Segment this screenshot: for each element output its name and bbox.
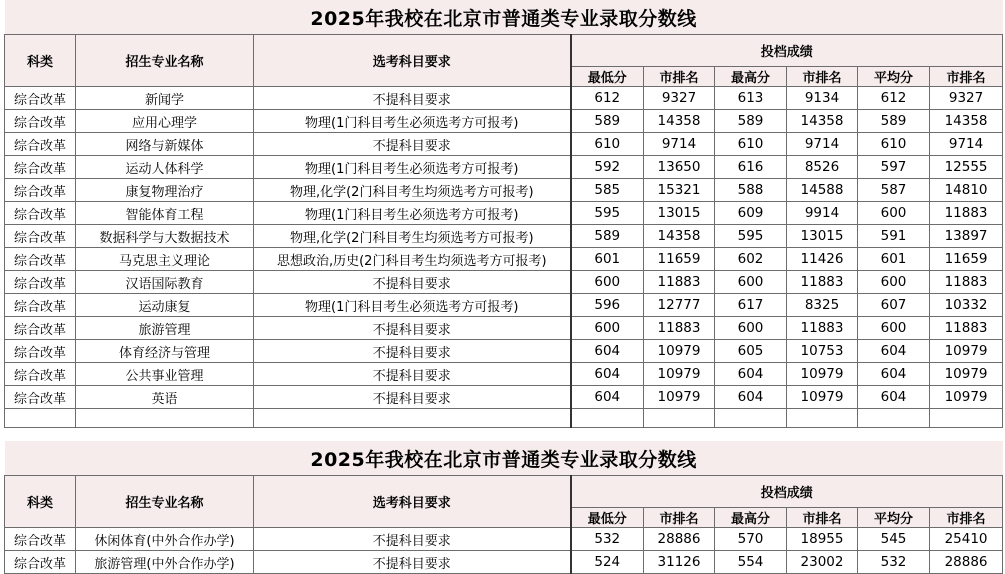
min-rank-cell: 10979 [644,363,715,386]
category-cell: 综合改革 [5,225,76,248]
max-rank-cell: 8325 [787,294,858,317]
header-rank1: 市排名 [644,67,715,87]
max-rank-cell: 11426 [787,248,858,271]
category-cell: 综合改革 [5,202,76,225]
header-rank2: 市排名 [787,67,858,87]
empty-cell [76,409,254,428]
max-score-cell: 609 [715,202,787,225]
min-score-cell: 596 [571,294,644,317]
header-max: 最高分 [715,508,787,528]
table-row [5,110,1003,133]
major-cell: 旅游管理 [76,317,254,340]
avg-score-cell: 600 [858,271,930,294]
avg-score-cell: 589 [858,110,930,133]
avg-rank-cell: 10979 [930,386,1003,409]
subjects-cell: 不提科目要求 [254,317,571,340]
category-cell: 综合改革 [5,156,76,179]
empty-cell [254,409,571,428]
min-rank-cell: 13015 [644,202,715,225]
category-cell: 综合改革 [5,340,76,363]
max-rank-cell: 18955 [787,528,858,551]
max-score-cell: 588 [715,179,787,202]
min-rank-cell: 10979 [644,386,715,409]
min-score-cell: 585 [571,179,644,202]
subjects-cell: 思想政治,历史(2门科目考生均须选考方可报考) [254,248,571,271]
max-score-cell: 613 [715,87,787,110]
max-rank-cell: 9914 [787,202,858,225]
min-score-cell: 600 [571,271,644,294]
subjects-cell: 不提科目要求 [254,528,571,551]
subjects-cell: 不提科目要求 [254,551,571,574]
category-cell: 综合改革 [5,271,76,294]
min-rank-cell: 14358 [644,225,715,248]
category-cell: 综合改革 [5,551,76,574]
avg-score-cell: 591 [858,225,930,248]
major-cell: 体育经济与管理 [76,340,254,363]
major-cell: 休闲体育(中外合作办学) [76,528,254,551]
empty-cell [571,409,644,428]
subjects-cell: 物理,化学(2门科目考生均须选考方可报考) [254,225,571,248]
empty-row [5,409,1003,428]
major-cell: 汉语国际教育 [76,271,254,294]
min-score-cell: 612 [571,87,644,110]
avg-rank-cell: 11659 [930,248,1003,271]
max-score-cell: 589 [715,110,787,133]
empty-cell [644,409,715,428]
major-cell: 新闻学 [76,87,254,110]
min-rank-cell: 9327 [644,87,715,110]
min-score-cell: 532 [571,528,644,551]
min-rank-cell: 10979 [644,340,715,363]
subjects-cell: 物理,化学(2门科目考生均须选考方可报考) [254,179,571,202]
avg-score-cell: 604 [858,363,930,386]
max-rank-cell: 23002 [787,551,858,574]
min-score-cell: 610 [571,133,644,156]
min-rank-cell: 13650 [644,156,715,179]
table-row [5,340,1003,363]
min-rank-cell: 14358 [644,110,715,133]
header-subjects: 选考科目要求 [254,476,571,528]
table-row [5,386,1003,409]
avg-rank-cell: 13897 [930,225,1003,248]
max-rank-cell: 11883 [787,317,858,340]
avg-rank-cell: 9714 [930,133,1003,156]
header-rank3: 市排名 [930,508,1003,528]
section-title-row [5,441,1003,476]
major-cell: 数据科学与大数据技术 [76,225,254,248]
category-cell: 综合改革 [5,528,76,551]
avg-score-cell: 604 [858,340,930,363]
max-score-cell: 616 [715,156,787,179]
section-title: 2025年我校在北京市普通类专业录取分数线 [5,0,1003,35]
avg-score-cell: 600 [858,202,930,225]
subjects-cell: 物理(1门科目考生必须选考方可报考) [254,156,571,179]
major-cell: 旅游管理(中外合作办学) [76,551,254,574]
max-rank-cell: 10979 [787,386,858,409]
max-score-cell: 605 [715,340,787,363]
empty-cell [5,409,76,428]
major-cell: 网络与新媒体 [76,133,254,156]
avg-score-cell: 612 [858,87,930,110]
avg-score-cell: 604 [858,386,930,409]
header-min: 最低分 [571,67,644,87]
major-cell: 英语 [76,386,254,409]
avg-rank-cell: 28886 [930,551,1003,574]
subjects-cell: 不提科目要求 [254,271,571,294]
category-cell: 综合改革 [5,133,76,156]
avg-score-cell: 597 [858,156,930,179]
subjects-cell: 不提科目要求 [254,340,571,363]
avg-score-cell: 587 [858,179,930,202]
min-rank-cell: 12777 [644,294,715,317]
avg-rank-cell: 10979 [930,340,1003,363]
header-rank3: 市排名 [930,67,1003,87]
header-row [5,476,1003,508]
max-score-cell: 595 [715,225,787,248]
major-cell: 应用心理学 [76,110,254,133]
section-title-row [5,0,1003,35]
header-avg: 平均分 [858,508,930,528]
subjects-cell: 物理(1门科目考生必须选考方可报考) [254,202,571,225]
min-score-cell: 600 [571,317,644,340]
header-row [5,35,1003,67]
min-rank-cell: 31126 [644,551,715,574]
empty-cell [930,409,1003,428]
header-rank1: 市排名 [644,508,715,528]
avg-score-cell: 600 [858,317,930,340]
subjects-cell: 物理(1门科目考生必须选考方可报考) [254,110,571,133]
table-row [5,156,1003,179]
major-cell: 康复物理治疗 [76,179,254,202]
min-score-cell: 589 [571,225,644,248]
table-row [5,202,1003,225]
min-score-cell: 601 [571,248,644,271]
min-rank-cell: 11883 [644,317,715,340]
header-major: 招生专业名称 [76,35,254,87]
max-rank-cell: 8526 [787,156,858,179]
avg-rank-cell: 14358 [930,110,1003,133]
min-score-cell: 604 [571,363,644,386]
min-rank-cell: 11883 [644,271,715,294]
category-cell: 综合改革 [5,294,76,317]
avg-score-cell: 532 [858,551,930,574]
category-cell: 综合改革 [5,317,76,340]
table-row [5,271,1003,294]
max-rank-cell: 13015 [787,225,858,248]
gap-cell [5,428,1003,442]
max-score-cell: 600 [715,271,787,294]
category-cell: 综合改革 [5,363,76,386]
max-rank-cell: 10979 [787,363,858,386]
subjects-cell: 不提科目要求 [254,363,571,386]
table-row [5,363,1003,386]
subjects-cell: 不提科目要求 [254,87,571,110]
table-row [5,225,1003,248]
min-rank-cell: 28886 [644,528,715,551]
avg-rank-cell: 14810 [930,179,1003,202]
table-row [5,317,1003,340]
min-rank-cell: 11659 [644,248,715,271]
table-row [5,87,1003,110]
category-cell: 综合改革 [5,179,76,202]
major-cell: 公共事业管理 [76,363,254,386]
avg-rank-cell: 11883 [930,202,1003,225]
section-title: 2025年我校在北京市普通类专业录取分数线 [5,441,1003,476]
major-cell: 运动人体科学 [76,156,254,179]
category-cell: 综合改革 [5,248,76,271]
avg-rank-cell: 25410 [930,528,1003,551]
header-category: 科类 [5,35,76,87]
min-score-cell: 604 [571,386,644,409]
header-min: 最低分 [571,508,644,528]
avg-rank-cell: 11883 [930,271,1003,294]
min-score-cell: 592 [571,156,644,179]
header-max: 最高分 [715,67,787,87]
min-score-cell: 524 [571,551,644,574]
min-rank-cell: 9714 [644,133,715,156]
avg-score-cell: 610 [858,133,930,156]
header-avg: 平均分 [858,67,930,87]
max-rank-cell: 11883 [787,271,858,294]
subjects-cell: 物理(1门科目考生必须选考方可报考) [254,294,571,317]
min-score-cell: 589 [571,110,644,133]
max-rank-cell: 14588 [787,179,858,202]
category-cell: 综合改革 [5,110,76,133]
category-cell: 综合改革 [5,386,76,409]
max-rank-cell: 9714 [787,133,858,156]
header-scores-group: 投档成绩 [571,476,1003,508]
avg-rank-cell: 10332 [930,294,1003,317]
spreadsheet [4,0,1002,574]
header-subjects: 选考科目要求 [254,35,571,87]
table-row [5,179,1003,202]
table-row [5,294,1003,317]
max-rank-cell: 10753 [787,340,858,363]
empty-cell [858,409,930,428]
table-row [5,133,1003,156]
avg-rank-cell: 12555 [930,156,1003,179]
avg-rank-cell: 11883 [930,317,1003,340]
score-table [4,0,1003,574]
min-score-cell: 595 [571,202,644,225]
max-score-cell: 610 [715,133,787,156]
max-score-cell: 602 [715,248,787,271]
major-cell: 马克思主义理论 [76,248,254,271]
major-cell: 智能体育工程 [76,202,254,225]
max-score-cell: 570 [715,528,787,551]
header-category: 科类 [5,476,76,528]
avg-rank-cell: 10979 [930,363,1003,386]
table-row [5,248,1003,271]
max-rank-cell: 14358 [787,110,858,133]
max-score-cell: 617 [715,294,787,317]
max-score-cell: 554 [715,551,787,574]
section-gap [5,428,1003,442]
major-cell: 运动康复 [76,294,254,317]
category-cell: 综合改革 [5,87,76,110]
subjects-cell: 不提科目要求 [254,386,571,409]
header-scores-group: 投档成绩 [571,35,1003,67]
avg-rank-cell: 9327 [930,87,1003,110]
avg-score-cell: 607 [858,294,930,317]
table-row [5,551,1003,574]
empty-cell [787,409,858,428]
empty-cell [715,409,787,428]
max-score-cell: 600 [715,317,787,340]
subjects-cell: 不提科目要求 [254,133,571,156]
max-score-cell: 604 [715,363,787,386]
table-row [5,528,1003,551]
max-score-cell: 604 [715,386,787,409]
header-major: 招生专业名称 [76,476,254,528]
min-rank-cell: 15321 [644,179,715,202]
avg-score-cell: 545 [858,528,930,551]
header-rank2: 市排名 [787,508,858,528]
min-score-cell: 604 [571,340,644,363]
avg-score-cell: 601 [858,248,930,271]
max-rank-cell: 9134 [787,87,858,110]
